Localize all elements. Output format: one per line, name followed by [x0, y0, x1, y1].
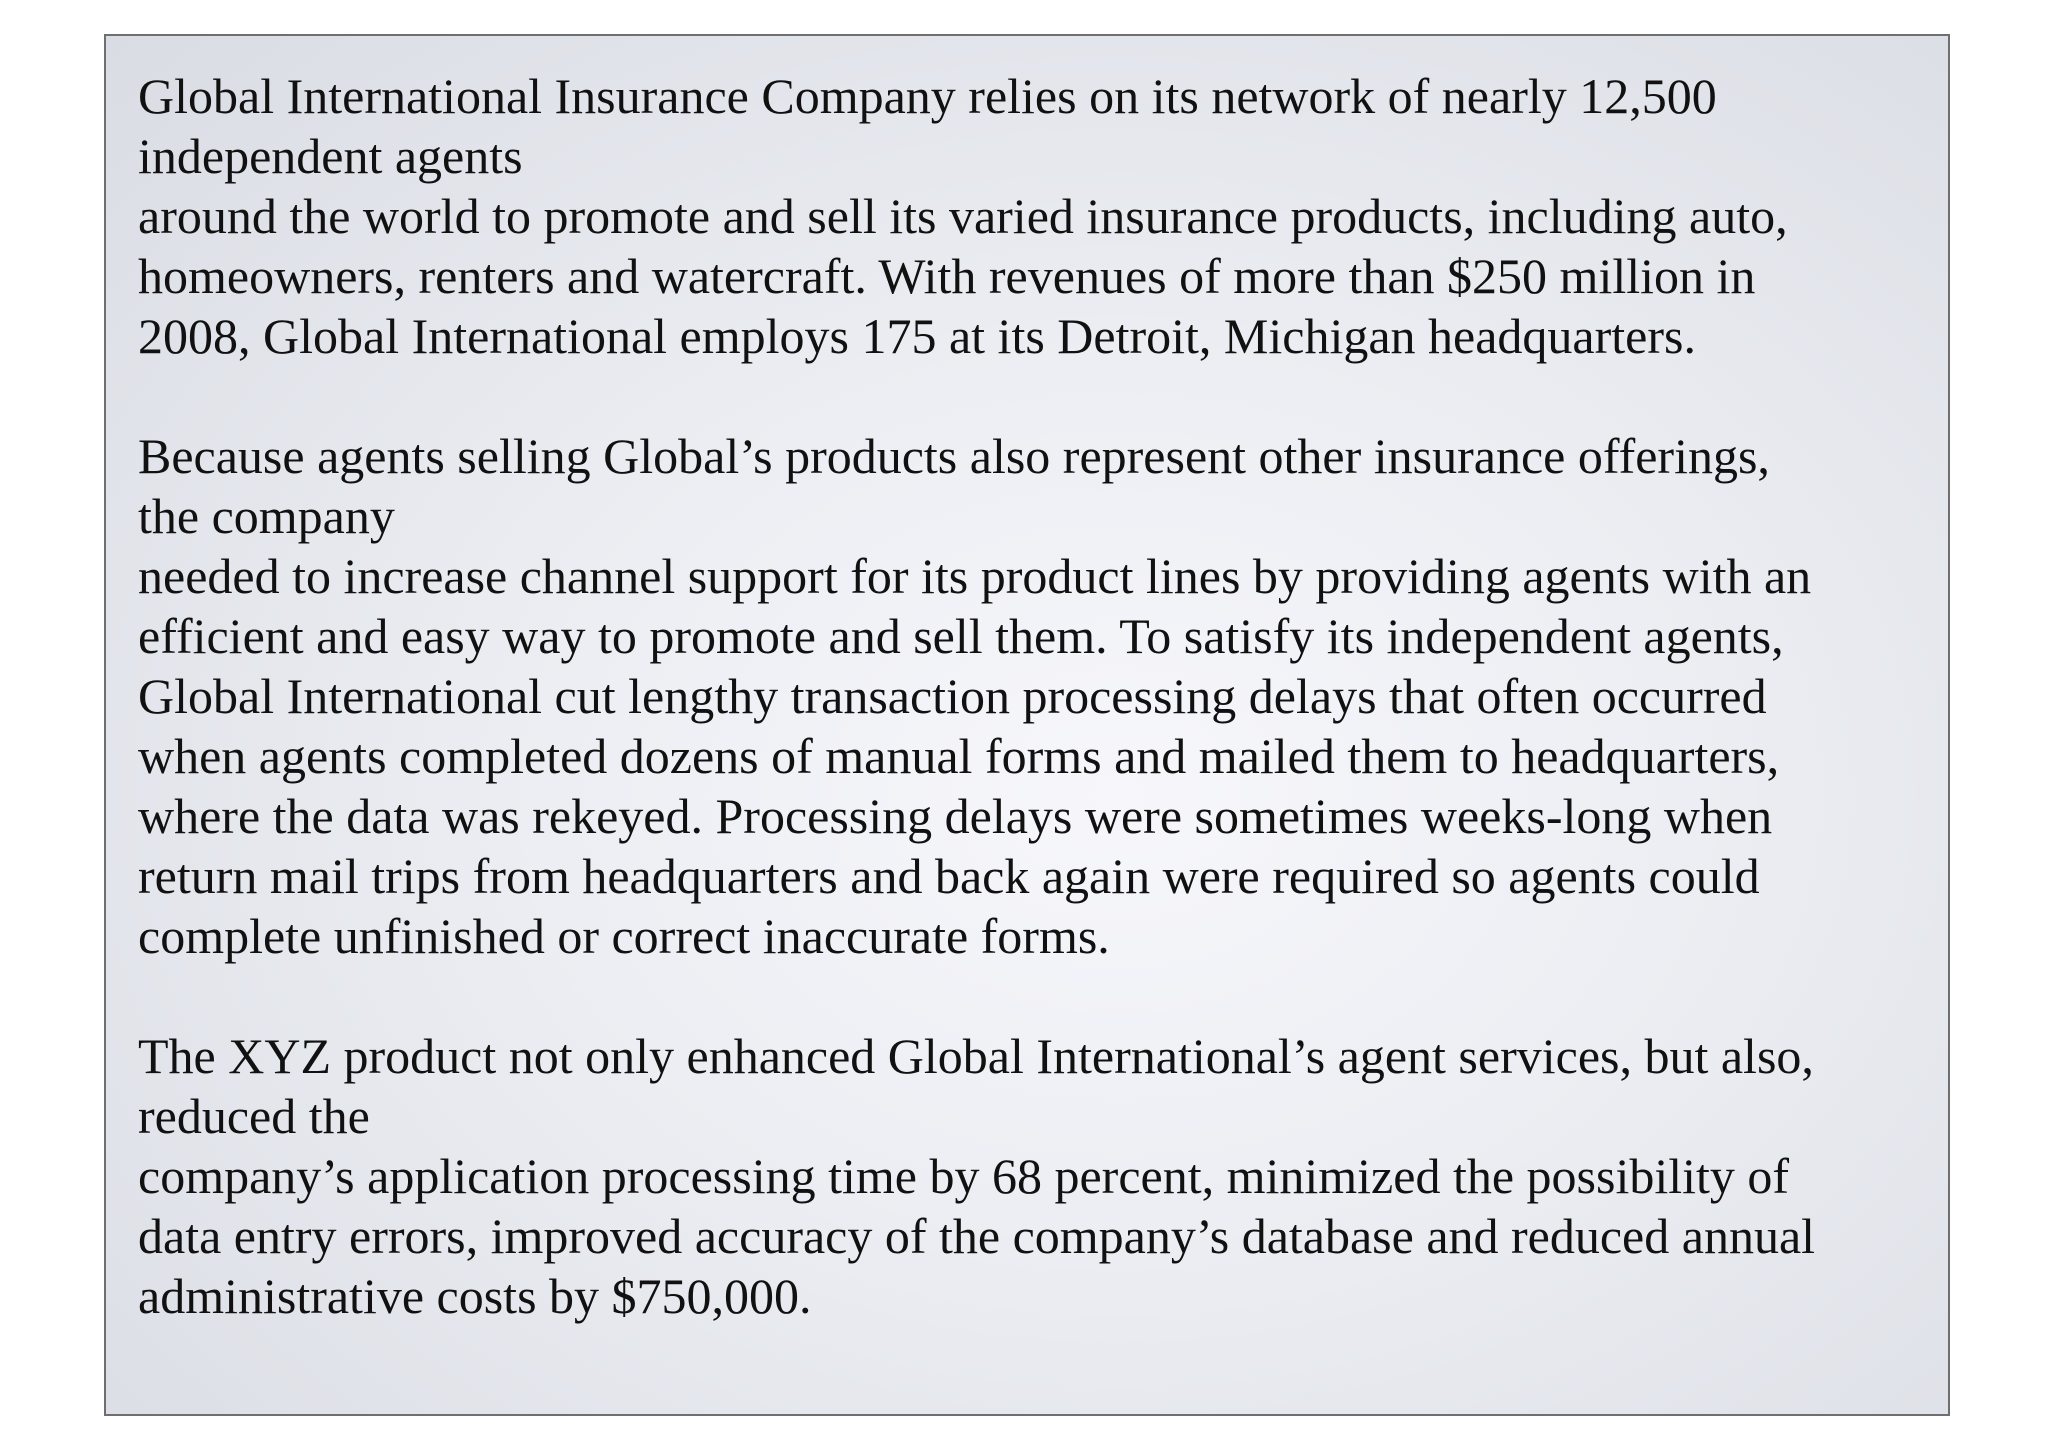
text-line: when agents completed dozens of manual forms and mailed them to headquarters,: [138, 728, 1780, 784]
paragraph-problem: [138, 426, 1928, 966]
text-line: the company: [138, 488, 395, 544]
paragraph-company-overview: [138, 66, 1928, 366]
text-line: independent agents: [138, 128, 523, 184]
text-line: complete unfinished or correct inaccurate forms.: [138, 908, 1110, 964]
paragraph-results: [138, 1026, 1928, 1326]
text-line: Global International Insurance Company relies on its network of nearly 12,500: [138, 68, 1717, 124]
text-line: Global International cut lengthy transaction processing delays that often occurred: [138, 668, 1767, 724]
text-line: Because agents selling Global’s products also represent other insurance offerings,: [138, 428, 1770, 484]
text-line: needed to increase channel support for its product lines by providing agents with an: [138, 548, 1812, 604]
text-line: data entry errors, improved accuracy of the company’s database and reduced annual: [138, 1208, 1816, 1264]
text-line: efficient and easy way to promote and sell them. To satisfy its independent agents,: [138, 608, 1784, 664]
text-line: return mail trips from headquarters and back again were required so agents could: [138, 848, 1760, 904]
text-line: 2008, Global International employs 175 at its Detroit, Michigan headquarters.: [138, 308, 1696, 364]
slide-text-body: [138, 66, 1928, 1386]
text-line: reduced the: [138, 1088, 370, 1144]
text-line: administrative costs by $750,000.: [138, 1268, 812, 1324]
text-line: around the world to promote and sell its varied insurance products, including auto,: [138, 188, 1788, 244]
text-line: homeowners, renters and watercraft. With revenues of more than $250 million in: [138, 248, 1756, 304]
text-line: company’s application processing time by 68 percent, minimized the possibility of: [138, 1148, 1790, 1204]
text-line: The XYZ product not only enhanced Global International’s agent services, but also,: [138, 1028, 1814, 1084]
slide-panel: [104, 34, 1950, 1416]
text-line: where the data was rekeyed. Processing delays were sometimes weeks-long when: [138, 788, 1773, 844]
